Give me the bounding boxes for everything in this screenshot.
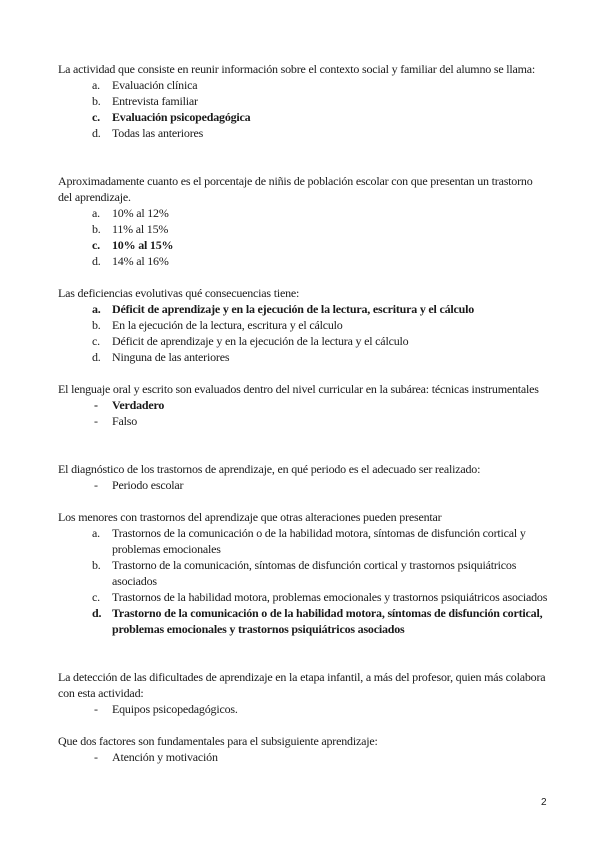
option-marker: a.	[92, 78, 100, 92]
option-b	[58, 317, 548, 333]
option-marker: c.	[92, 590, 100, 604]
option-marker: d.	[92, 606, 102, 620]
option-marker: b.	[92, 558, 101, 572]
option-text: 11% al 15%	[112, 222, 169, 236]
question-8	[58, 733, 548, 765]
question-text: El diagnóstico de los trastornos de aprendizaje, en qué periodo es el adecuado ser realizado:	[58, 462, 481, 476]
options-list	[58, 301, 548, 365]
answer-item	[58, 701, 548, 717]
option-marker: -	[94, 478, 98, 492]
option-c	[58, 333, 548, 349]
answer-item	[58, 477, 548, 493]
option-text: 10% al 12%	[112, 206, 169, 220]
options-list	[58, 205, 548, 269]
question-7	[58, 669, 548, 717]
option-marker: d.	[92, 254, 101, 268]
option-d	[58, 125, 548, 141]
option-marker: -	[94, 702, 98, 716]
option-text: Evaluación clínica	[112, 78, 198, 92]
options-list	[58, 397, 548, 429]
option-text: Déficit de aprendizaje y en la ejecución de la lectura, escritura y el cálculo	[112, 302, 475, 316]
question-text: El lenguaje oral y escrito son evaluados dentro del nivel curricular en la subárea: técnicas instrumentales	[58, 382, 539, 396]
option-d-correct	[58, 605, 548, 637]
option-text: Déficit de aprendizaje y en la ejecución de la lectura y el cálculo	[112, 334, 409, 348]
option-marker: c.	[92, 334, 100, 348]
question-text: Aproximadamente cuanto es el porcentaje de niñis de población escolar con que presentan un trastorno del aprendizaje.	[58, 174, 533, 204]
options-list	[58, 525, 548, 637]
question-1	[58, 61, 548, 141]
option-c-correct	[58, 237, 548, 253]
options-list	[58, 701, 548, 717]
option-b	[58, 557, 548, 589]
option-text: Trastorno de la comunicación, síntomas de disfunción cortical y trastornos psiquiátricos asociados	[112, 558, 517, 588]
option-text: 14% al 16%	[112, 254, 169, 268]
option-b	[58, 221, 548, 237]
option-marker: b.	[92, 318, 101, 332]
question-2	[58, 173, 548, 269]
option-a-correct	[58, 301, 548, 317]
question-6	[58, 509, 548, 637]
option-marker: b.	[92, 222, 101, 236]
option-a	[58, 525, 548, 557]
options-list	[58, 477, 548, 493]
option-text: Trastornos de la habilidad motora, problemas emocionales y trastornos psiquiátricos asociados	[112, 590, 548, 604]
option-text: Trastornos de la comunicación o de la habilidad motora, síntomas de disfunción cortical y problemas emocionales	[112, 526, 526, 556]
option-marker: a.	[92, 526, 100, 540]
option-text: Atención y motivación	[112, 750, 218, 764]
option-b	[58, 93, 548, 109]
option-text: Trastorno de la comunicación o de la habilidad motora, síntomas de disfunción cortical, problemas emocionales y trastornos psiquiátricos asociados	[112, 606, 543, 636]
option-text: Evaluación psicopedagógica	[112, 110, 251, 124]
option-marker: c.	[92, 110, 100, 124]
question-text: Que dos factores son fundamentales para el subsiguiente aprendizaje:	[58, 734, 378, 748]
option-text: 10% al 15%	[112, 238, 174, 252]
option-text: Entrevista familiar	[112, 94, 198, 108]
question-text: Las deficiencias evolutivas qué consecuencias tiene:	[58, 286, 300, 300]
question-5	[58, 461, 548, 493]
option-marker: -	[94, 414, 98, 428]
option-text: Verdadero	[112, 398, 165, 412]
option-c	[58, 589, 548, 605]
option-marker: c.	[92, 238, 100, 252]
option-marker: -	[94, 398, 98, 412]
option-text: Periodo escolar	[112, 478, 184, 492]
question-text: Los menores con trastornos del aprendizaje que otras alteraciones pueden presentar	[58, 510, 442, 524]
options-list	[58, 749, 548, 765]
option-text: Falso	[112, 414, 138, 428]
option-d	[58, 253, 548, 269]
option-true-correct	[58, 397, 548, 413]
option-text: Ninguna de las anteriores	[112, 350, 230, 364]
option-a	[58, 205, 548, 221]
question-3	[58, 285, 548, 365]
option-marker: b.	[92, 94, 101, 108]
option-text: Equipos psicopedagógicos.	[112, 702, 238, 716]
question-4	[58, 381, 548, 429]
option-c-correct	[58, 109, 548, 125]
options-list	[58, 77, 548, 141]
option-text: Todas las anteriores	[112, 126, 204, 140]
option-marker: d.	[92, 126, 101, 140]
option-marker: d.	[92, 350, 101, 364]
option-text: En la ejecución de la lectura, escritura y el cálculo	[112, 318, 343, 332]
option-d	[58, 349, 548, 365]
page-number: 2	[541, 797, 547, 808]
option-marker: a.	[92, 206, 100, 220]
option-a	[58, 77, 548, 93]
option-false	[58, 413, 548, 429]
option-marker: -	[94, 750, 98, 764]
question-text: La detección de las dificultades de aprendizaje en la etapa infantil, a más del profesor, quien más colabora con esta actividad:	[58, 670, 546, 700]
option-marker: a.	[92, 302, 101, 316]
answer-item	[58, 749, 548, 765]
question-text: La actividad que consiste en reunir información sobre el contexto social y familiar del alumno se llama:	[58, 62, 536, 76]
